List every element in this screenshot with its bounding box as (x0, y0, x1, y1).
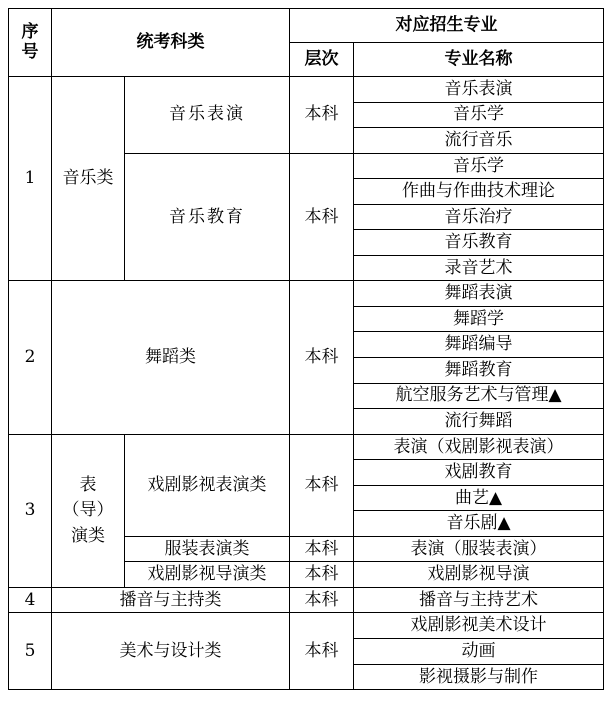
level-cell: 本科 (290, 77, 354, 154)
category-cell: 表（导）演类 (52, 434, 125, 587)
category-cell: 音乐类 (52, 77, 125, 281)
level-cell: 本科 (290, 613, 354, 690)
major-cell: 录音艺术 (354, 255, 604, 281)
major-cell: 舞蹈学 (354, 306, 604, 332)
major-cell: 音乐学 (354, 153, 604, 179)
subcategory-cell: 戏剧影视导演类 (125, 562, 290, 588)
major-cell: 舞蹈表演 (354, 281, 604, 307)
enrollment-table (8, 8, 604, 690)
major-cell: 舞蹈编导 (354, 332, 604, 358)
major-cell: 表演（戏剧影视表演） (354, 434, 604, 460)
major-cell: 作曲与作曲技术理论 (354, 179, 604, 205)
major-cell: 舞蹈教育 (354, 358, 604, 384)
subcategory-cell: 服装表演类 (125, 536, 290, 562)
level-cell: 本科 (290, 281, 354, 434)
seq-cell: 3 (9, 434, 52, 587)
category-cell: 美术与设计类 (52, 613, 290, 690)
major-cell: 戏剧影视美术设计 (354, 613, 604, 639)
subcategory-cell: 音乐表演 (125, 77, 290, 154)
level-cell: 本科 (290, 536, 354, 562)
subcategory-cell: 音乐教育 (125, 153, 290, 281)
major-cell: 流行音乐 (354, 128, 604, 154)
major-cell: 动画 (354, 639, 604, 665)
category-cell: 舞蹈类 (52, 281, 290, 434)
seq-cell: 4 (9, 587, 52, 613)
header-level: 层次 (290, 43, 354, 77)
seq-cell: 1 (9, 77, 52, 281)
subcategory-cell: 戏剧影视表演类 (125, 434, 290, 536)
seq-cell: 5 (9, 613, 52, 690)
level-cell: 本科 (290, 153, 354, 281)
header-category: 统考科类 (52, 9, 290, 77)
major-cell: 音乐治疗 (354, 204, 604, 230)
major-cell: 音乐剧▲ (354, 511, 604, 537)
level-cell: 本科 (290, 562, 354, 588)
major-cell: 音乐学 (354, 102, 604, 128)
major-cell: 表演（服装表演） (354, 536, 604, 562)
major-cell: 音乐表演 (354, 77, 604, 103)
major-cell: 航空服务艺术与管理▲ (354, 383, 604, 409)
major-cell: 影视摄影与制作 (354, 664, 604, 690)
major-cell: 戏剧影视导演 (354, 562, 604, 588)
major-cell: 音乐教育 (354, 230, 604, 256)
header-seq: 序号 (9, 9, 52, 77)
level-cell: 本科 (290, 434, 354, 536)
major-cell: 播音与主持艺术 (354, 587, 604, 613)
category-cell: 播音与主持类 (52, 587, 290, 613)
major-cell: 流行舞蹈 (354, 409, 604, 435)
header-major: 专业名称 (354, 43, 604, 77)
major-cell: 戏剧教育 (354, 460, 604, 486)
header-group: 对应招生专业 (290, 9, 604, 43)
seq-cell: 2 (9, 281, 52, 434)
major-cell: 曲艺▲ (354, 485, 604, 511)
level-cell: 本科 (290, 587, 354, 613)
